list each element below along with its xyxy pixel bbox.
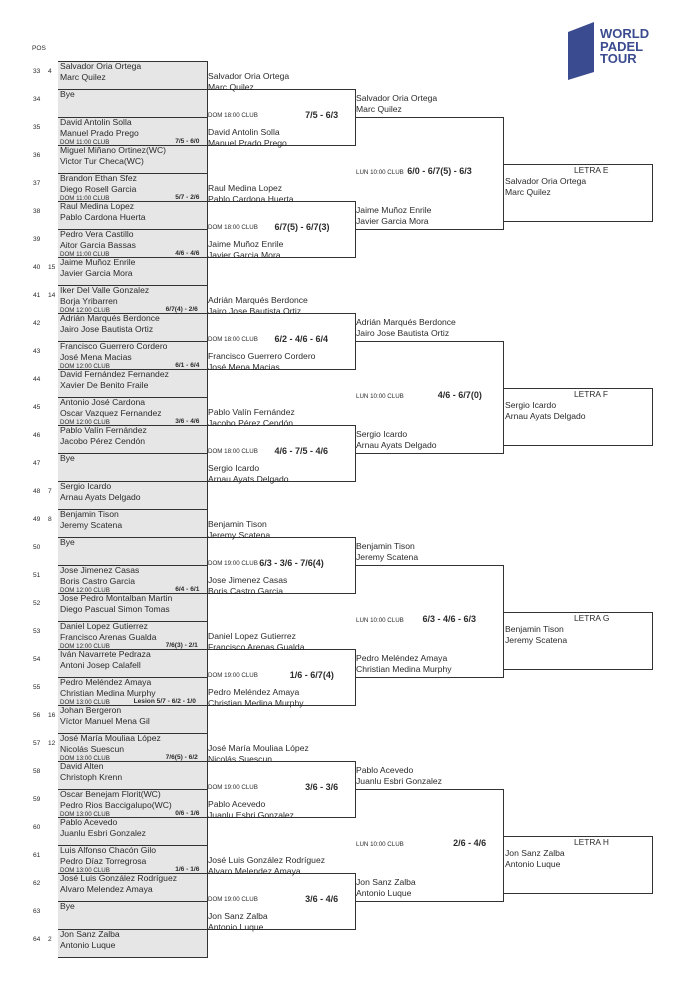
position-number: 60 [33,824,41,831]
round2-player-name: Nicolás Suescun [208,754,273,764]
round3-bottom-line [355,453,503,454]
position-number: 51 [33,572,41,579]
round1-player-name: Juanlu Esbri Gonzalez [60,828,146,838]
round1-score: 7/5 - 6/0 [175,138,200,145]
seed-number: 15 [48,264,56,271]
position-number: 34 [33,96,41,103]
round2-player-name: Salvador Oria Ortega [208,71,290,81]
round2-score: 6/7(5) - 6/7(3) [274,222,330,232]
round3-match-info: LUN 10:00 CLUB [356,841,404,848]
final-right-line [652,836,653,894]
round2-match-info: DOM 19:00 CLUB [208,784,258,791]
seed-number: 2 [48,936,52,943]
round1-player-name: Bye [60,901,75,911]
round2-player-name: Jeremy Scatena [208,530,271,540]
round3-player-name: Arnau Ayats Delgado [356,440,437,450]
round3-score: 2/6 - 4/6 [453,838,487,848]
round1-player-name: Iker Del Valle Gonzalez [60,285,150,295]
position-number: 56 [33,712,41,719]
round3-player-name: Salvador Oria Ortega [356,93,438,103]
position-number: 54 [33,656,41,663]
final-player-name: Marc Quilez [505,187,551,197]
final-letter-label: LETRA E [574,165,609,175]
final-bottom-line [503,669,652,670]
round2-player-name: Pablo Cardona Huerta [208,194,294,204]
round1-match-info: DOM 12:00 CLUB [60,419,110,426]
final-right-line [652,164,653,222]
round1-player-name: Salvador Oria Ortega [60,61,142,71]
round1-score: 1/6 - 1/6 [175,866,200,873]
final-player-name: Sergio Icardo [505,400,557,410]
round1-player-name: Boris Castro Garcia [60,576,135,586]
round3-player-name: Jon Sanz Zalba [356,877,416,887]
round1-player-name: Alvaro Melendez Amaya [60,884,153,894]
round1-player-name: Daniel Lopez Gutierrez [60,621,148,631]
round2-player-name: Daniel Lopez Gutierrez [208,631,296,641]
round2-player-name: Alvaro Melendez Amaya [208,866,301,876]
round2-player-name: Javier Garcia Mora [208,250,281,260]
round1-player-name: Jairo Jose Bautista Ortiz [60,324,154,334]
position-number: 38 [33,208,41,215]
round3-match-info: LUN 10:00 CLUB [356,393,404,400]
position-number: 33 [33,68,41,75]
round3-player-name: Benjamin Tison [356,541,415,551]
final-player-name: Salvador Oria Ortega [505,176,587,186]
position-number: 55 [33,684,41,691]
round2-player-name: Marc Quilez [208,82,254,92]
round1-divider-line [58,89,207,90]
round2-player-name: Jacobo Pérez Cendón [208,418,294,428]
position-number: 53 [33,628,41,635]
round1-match-info: DOM 13:00 CLUB [60,755,110,762]
round1-player-name: Oscar Vazquez Fernandez [60,408,162,418]
position-number: 45 [33,404,41,411]
round2-player-name: Antonio Luque [208,922,264,932]
round1-player-name: David Alten [60,761,104,771]
position-number: 64 [33,936,41,943]
round2-player-name: Jaime Muñoz Enrile [208,239,284,249]
round2-player-name: Francisco Arenas Gualda [208,642,305,652]
round3-player-name: Adrián Marqués Berdonce [356,317,456,327]
position-number: 42 [33,320,41,327]
position-number: 57 [33,740,41,747]
round3-player-name: Sergio Icardo [356,429,408,439]
round2-score: 3/6 - 4/6 [305,894,339,904]
position-number: 40 [33,264,41,271]
round1-player-name: Benjamin Tison [60,509,119,519]
round2-score: 1/6 - 6/7(4) [289,670,334,680]
round3-player-name: Jaime Muñoz Enrile [356,205,432,215]
round1-score: 6/7(4) - 2/6 [165,306,198,313]
logo-line-1: WORLD [600,26,650,41]
round3-player-name: Antonio Luque [356,888,412,898]
position-number: 50 [33,544,41,551]
round1-match-info: DOM 12:00 CLUB [60,363,110,370]
final-letter-label: LETRA F [574,389,608,399]
round1-match-info: DOM 13:00 CLUB [60,811,110,818]
seed-number: 7 [48,488,52,495]
position-number: 61 [33,852,41,859]
round1-player-name: Nicolás Suescun [60,744,125,754]
round2-match-info: DOM 18:00 CLUB [208,112,258,119]
round1-player-name: Pablo Cardona Huerta [60,212,146,222]
round1-player-name: Brandon Ethan Sfez [60,173,137,183]
round2-score: 7/5 - 6/3 [305,110,339,120]
round1-player-name: Pablo Valín Fernández [60,425,147,435]
round1-bottom-line [58,957,208,958]
seed-number: 12 [48,740,56,747]
round1-player-name: Diego Rosell Garcia [60,184,137,194]
position-number: 41 [33,292,41,299]
position-number: 52 [33,600,41,607]
round1-divider-line [58,537,207,538]
round3-top-line [355,789,503,790]
round2-player-name: José Luis González Rodríguez [208,855,326,865]
round1-player-name: Francisco Guerrero Cordero [60,341,168,351]
round2-player-name: Francisco Guerrero Cordero [208,351,316,361]
round3-bracket-line [503,117,504,230]
round1-player-name: Manuel Prado Prego [60,128,139,138]
round1-score: 0/6 - 1/6 [175,810,200,817]
round1-match-info: DOM 12:00 CLUB [60,587,110,594]
round1-player-name: Raul Medina Lopez [60,201,135,211]
round2-player-name: David Antolin Solla [208,127,280,137]
round2-player-name: Manuel Prado Prego [208,138,287,148]
final-letter-label: LETRA G [574,613,610,623]
round3-bracket-line [503,341,504,454]
round2-match-info: DOM 18:00 CLUB [208,448,258,455]
round1-match-info: DOM 11:00 CLUB [60,251,110,258]
round3-player-name: Pedro Meléndez Amaya [356,653,448,663]
round1-match-info: DOM 11:00 CLUB [60,195,110,202]
round1-score: 6/4 - 6/1 [175,586,200,593]
round1-player-name: José Luis González Rodríguez [60,873,178,883]
round2-player-name: Sergio Icardo [208,463,260,473]
position-number: 36 [33,152,41,159]
round1-player-name: Sergio Icardo [60,481,112,491]
position-number: 58 [33,768,41,775]
round1-player-name: Jon Sanz Zalba [60,929,120,939]
final-player-name: Antonio Luque [505,859,561,869]
round2-score: 4/6 - 7/5 - 4/6 [274,446,329,456]
round3-player-name: Pablo Acevedo [356,765,414,775]
round1-player-name: Adrián Marqués Berdonce [60,313,160,323]
position-number: 47 [33,460,41,467]
round1-top-line [58,453,208,454]
round1-player-name: Francisco Arenas Gualda [60,632,157,642]
round2-player-name: Christian Medina Murphy [208,698,304,708]
position-number: 35 [33,124,41,131]
round1-player-name: José Mena Macias [60,352,132,362]
round3-player-name: Christian Medina Murphy [356,664,452,674]
round1-match-info: DOM 12:00 CLUB [60,643,110,650]
round1-score: 5/7 - 2/6 [175,194,200,201]
round2-player-name: Pablo Valín Fernández [208,407,295,417]
round2-player-name: Arnau Ayats Delgado [208,474,289,484]
round1-player-name: Jaime Muñoz Enrile [60,257,136,267]
seed-number: 4 [48,68,52,75]
position-number: 37 [33,180,41,187]
round1-player-name: Javier Garcia Mora [60,268,133,278]
position-number: 48 [33,488,41,495]
round1-player-name: Borja Yribarren [60,296,118,306]
round1-score: 7/6(3) - 2/1 [165,642,198,649]
position-number: 44 [33,376,41,383]
round3-player-name: Juanlu Esbri Gonzalez [356,776,442,786]
round1-player-name: Iván Navarrete Pedraza [60,649,151,659]
round2-player-name: José María Mouliaa López [208,743,309,753]
round1-player-name: Arnau Ayats Delgado [60,492,141,502]
round1-player-name: Oscar Benejam Florit(WC) [60,789,161,799]
round2-player-name: Benjamin Tison [208,519,267,529]
round2-match-info: DOM 19:00 CLUB [208,672,258,679]
round3-top-line [355,341,503,342]
round3-match-info: LUN 10:00 CLUB [356,617,404,624]
logo-line-2: PADEL [600,38,644,54]
round3-player-name: Marc Quilez [356,104,402,114]
round2-player-name: Jose Jimenez Casas [208,575,288,585]
round1-player-name: Luis Alfonso Chacón Gilo [60,845,157,855]
round2-player-name: Jairo Jose Bautista Ortiz [208,306,302,316]
round2-score: 3/6 - 3/6 [305,782,339,792]
round3-score: 6/3 - 4/6 - 6/3 [422,614,477,624]
round2-player-name: Raul Medina Lopez [208,183,283,193]
round2-match-info: DOM 18:00 CLUB [208,224,258,231]
round1-match-info: DOM 13:00 CLUB [60,699,110,706]
round1-player-name: Diego Pascual Simon Tomas [60,604,170,614]
position-number: 49 [33,516,41,523]
round1-player-name: Miguel Miñano Ortinez(WC) [60,145,167,155]
pos-header: POS [32,45,46,52]
final-right-line [652,612,653,670]
round2-player-name: José Mena Macias [208,362,280,372]
round3-bracket-line [503,565,504,678]
round1-player-name: Christoph Krenn [60,772,123,782]
round1-score: 3/6 - 4/6 [175,418,200,425]
final-right-line [652,388,653,446]
position-number: 63 [33,908,41,915]
round1-player-name: David Fernández Fernandez [60,369,169,379]
round1-player-name: Pedro Vera Castillo [60,229,134,239]
position-number: 59 [33,796,41,803]
round1-player-name: Pedro Meléndez Amaya [60,677,152,687]
round3-top-line [355,565,503,566]
round3-score: 4/6 - 6/7(0) [437,390,482,400]
round2-match-info: DOM 18:00 CLUB [208,336,258,343]
round2-player-name: Pedro Meléndez Amaya [208,687,300,697]
seed-number: 16 [48,712,56,719]
position-number: 46 [33,432,41,439]
round1-player-name: Antoni Josep Calafell [60,660,141,670]
round3-top-line [355,117,503,118]
round1-player-name: David Antolin Solla [60,117,132,127]
round1-score: 7/6(5) - 6/2 [165,754,198,761]
final-player-name: Benjamin Tison [505,624,564,634]
round1-score: Lesion 5/7 - 6/2 - 1/0 [133,698,196,705]
round1-player-name: Antonio José Cardona [60,397,146,407]
position-number: 39 [33,236,41,243]
logo-line-3: TOUR [600,51,637,66]
round2-player-name: Adrián Marqués Berdonce [208,295,308,305]
round1-player-name: Johan Bergeron [60,705,122,715]
round3-player-name: Javier Garcia Mora [356,216,429,226]
round3-bottom-line [355,677,503,678]
round1-top-line [58,901,208,902]
round1-player-name: Víctor Manuel Mena Gil [60,716,150,726]
round1-player-name: Aitor Garcia Bassas [60,240,136,250]
final-player-name: Jon Sanz Zalba [505,848,565,858]
round2-match-info: DOM 19:00 CLUB [208,560,258,567]
round1-player-name: Victor Tur Checa(WC) [60,156,144,166]
round1-player-name: Antonio Luque [60,940,116,950]
round3-score: 6/0 - 6/7(5) - 6/3 [407,166,472,176]
round1-match-info: DOM 13:00 CLUB [60,867,110,874]
round2-score: 6/3 - 3/6 - 7/6(4) [259,558,324,568]
final-letter-label: LETRA H [574,837,609,847]
round3-player-name: Jairo Jose Bautista Ortiz [356,328,450,338]
final-bottom-line [503,893,652,894]
round3-bracket-line [503,789,504,902]
round1-player-name: Bye [60,537,75,547]
round2-player-name: Boris Castro Garcia [208,586,283,596]
round2-player-name: Pablo Acevedo [208,799,266,809]
round1-player-name: Marc Quilez [60,72,106,82]
round1-player-name: Pedro Rios Baccigalupo(WC) [60,800,172,810]
round1-player-name: Jose Jimenez Casas [60,565,140,575]
seed-number: 8 [48,516,52,523]
round3-bottom-line [355,229,503,230]
round2-score: 6/2 - 4/6 - 6/4 [274,334,329,344]
seed-number: 14 [48,292,56,299]
round1-player-name: Jeremy Scatena [60,520,123,530]
round1-player-name: Pedro Díaz Torregrosa [60,856,147,866]
round1-player-name: Xavier De Benito Fraile [60,380,149,390]
final-player-name: Jeremy Scatena [505,635,568,645]
final-bottom-line [503,445,652,446]
round1-score: 4/6 - 4/6 [175,250,200,257]
round1-player-name: Pablo Acevedo [60,817,118,827]
round1-player-name: Christian Medina Murphy [60,688,156,698]
final-bottom-line [503,221,652,222]
round1-score: 6/1 - 6/4 [175,362,200,369]
round3-player-name: Jeremy Scatena [356,552,419,562]
round3-match-info: LUN 10:00 CLUB [356,169,404,176]
round1-player-name: Jacobo Pérez Cendón [60,436,146,446]
round2-player-name: Jon Sanz Zalba [208,911,268,921]
round2-match-info: DOM 19:00 CLUB [208,896,258,903]
round1-match-info: DOM 11:00 CLUB [60,139,110,146]
round1-player-name: Bye [60,453,75,463]
round1-player-name: Bye [60,89,75,99]
position-number: 62 [33,880,41,887]
round1-player-name: José María Mouliaa López [60,733,161,743]
final-player-name: Arnau Ayats Delgado [505,411,586,421]
round3-bottom-line [355,901,503,902]
round1-player-name: Jose Pedro Montalban Martin [60,593,173,603]
round1-match-info: DOM 12:00 CLUB [60,307,110,314]
position-number: 43 [33,348,41,355]
round2-player-name: Juanlu Esbri Gonzalez [208,810,294,820]
